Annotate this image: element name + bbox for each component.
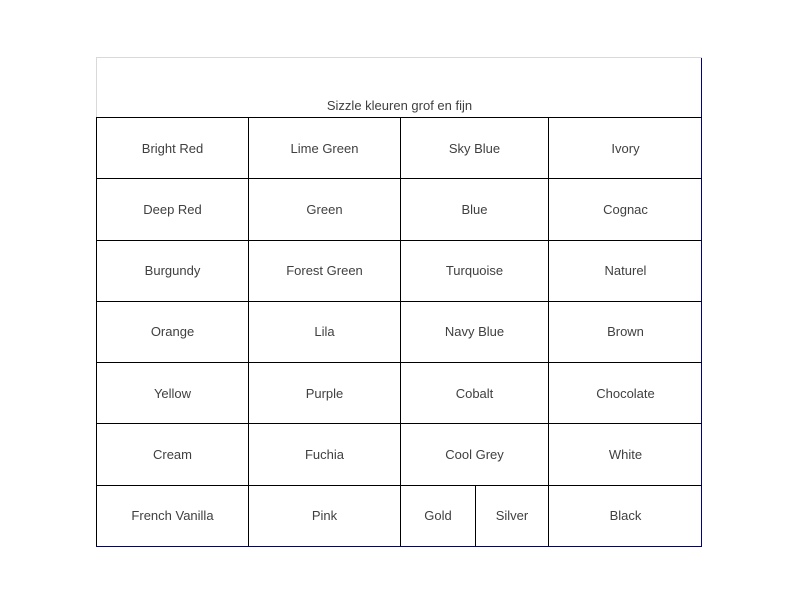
table-cell: Lila — [248, 301, 400, 362]
table-title: Sizzle kleuren grof en fijn — [326, 98, 473, 113]
table-cell: Brown — [548, 301, 702, 362]
table-cell: White — [548, 423, 702, 484]
table-cell: Cool Grey — [400, 423, 548, 484]
table-cell: Chocolate — [548, 362, 702, 423]
table-cell: Black — [548, 485, 702, 546]
table-cell: Pink — [248, 485, 400, 546]
table-cell: Ivory — [548, 117, 702, 178]
table-cell: Blue — [400, 178, 548, 239]
table-cell: Cream — [96, 423, 248, 484]
table-cell: Cobalt — [400, 362, 548, 423]
table-cell: Green — [248, 178, 400, 239]
table-cell: Turquoise — [400, 240, 548, 301]
table-cell: Purple — [248, 362, 400, 423]
table-cell: Cognac — [548, 178, 702, 239]
table-cell: French Vanilla — [96, 485, 248, 546]
table-cell: Burgundy — [96, 240, 248, 301]
table-cell: Naturel — [548, 240, 702, 301]
table-cell: Deep Red — [96, 178, 248, 239]
table-cell: Forest Green — [248, 240, 400, 301]
table-cell: Navy Blue — [400, 301, 548, 362]
table-cell: Bright Red — [96, 117, 248, 178]
table-cell: Orange — [96, 301, 248, 362]
color-table — [96, 57, 702, 547]
table-title-cell — [96, 57, 702, 117]
table-cell: Sky Blue — [400, 117, 548, 178]
table-cell: Fuchia — [248, 423, 400, 484]
table-cell: Gold — [400, 485, 475, 546]
table-cell: Lime Green — [248, 117, 400, 178]
table-cell: Yellow — [96, 362, 248, 423]
table-cell: Silver — [475, 485, 548, 546]
